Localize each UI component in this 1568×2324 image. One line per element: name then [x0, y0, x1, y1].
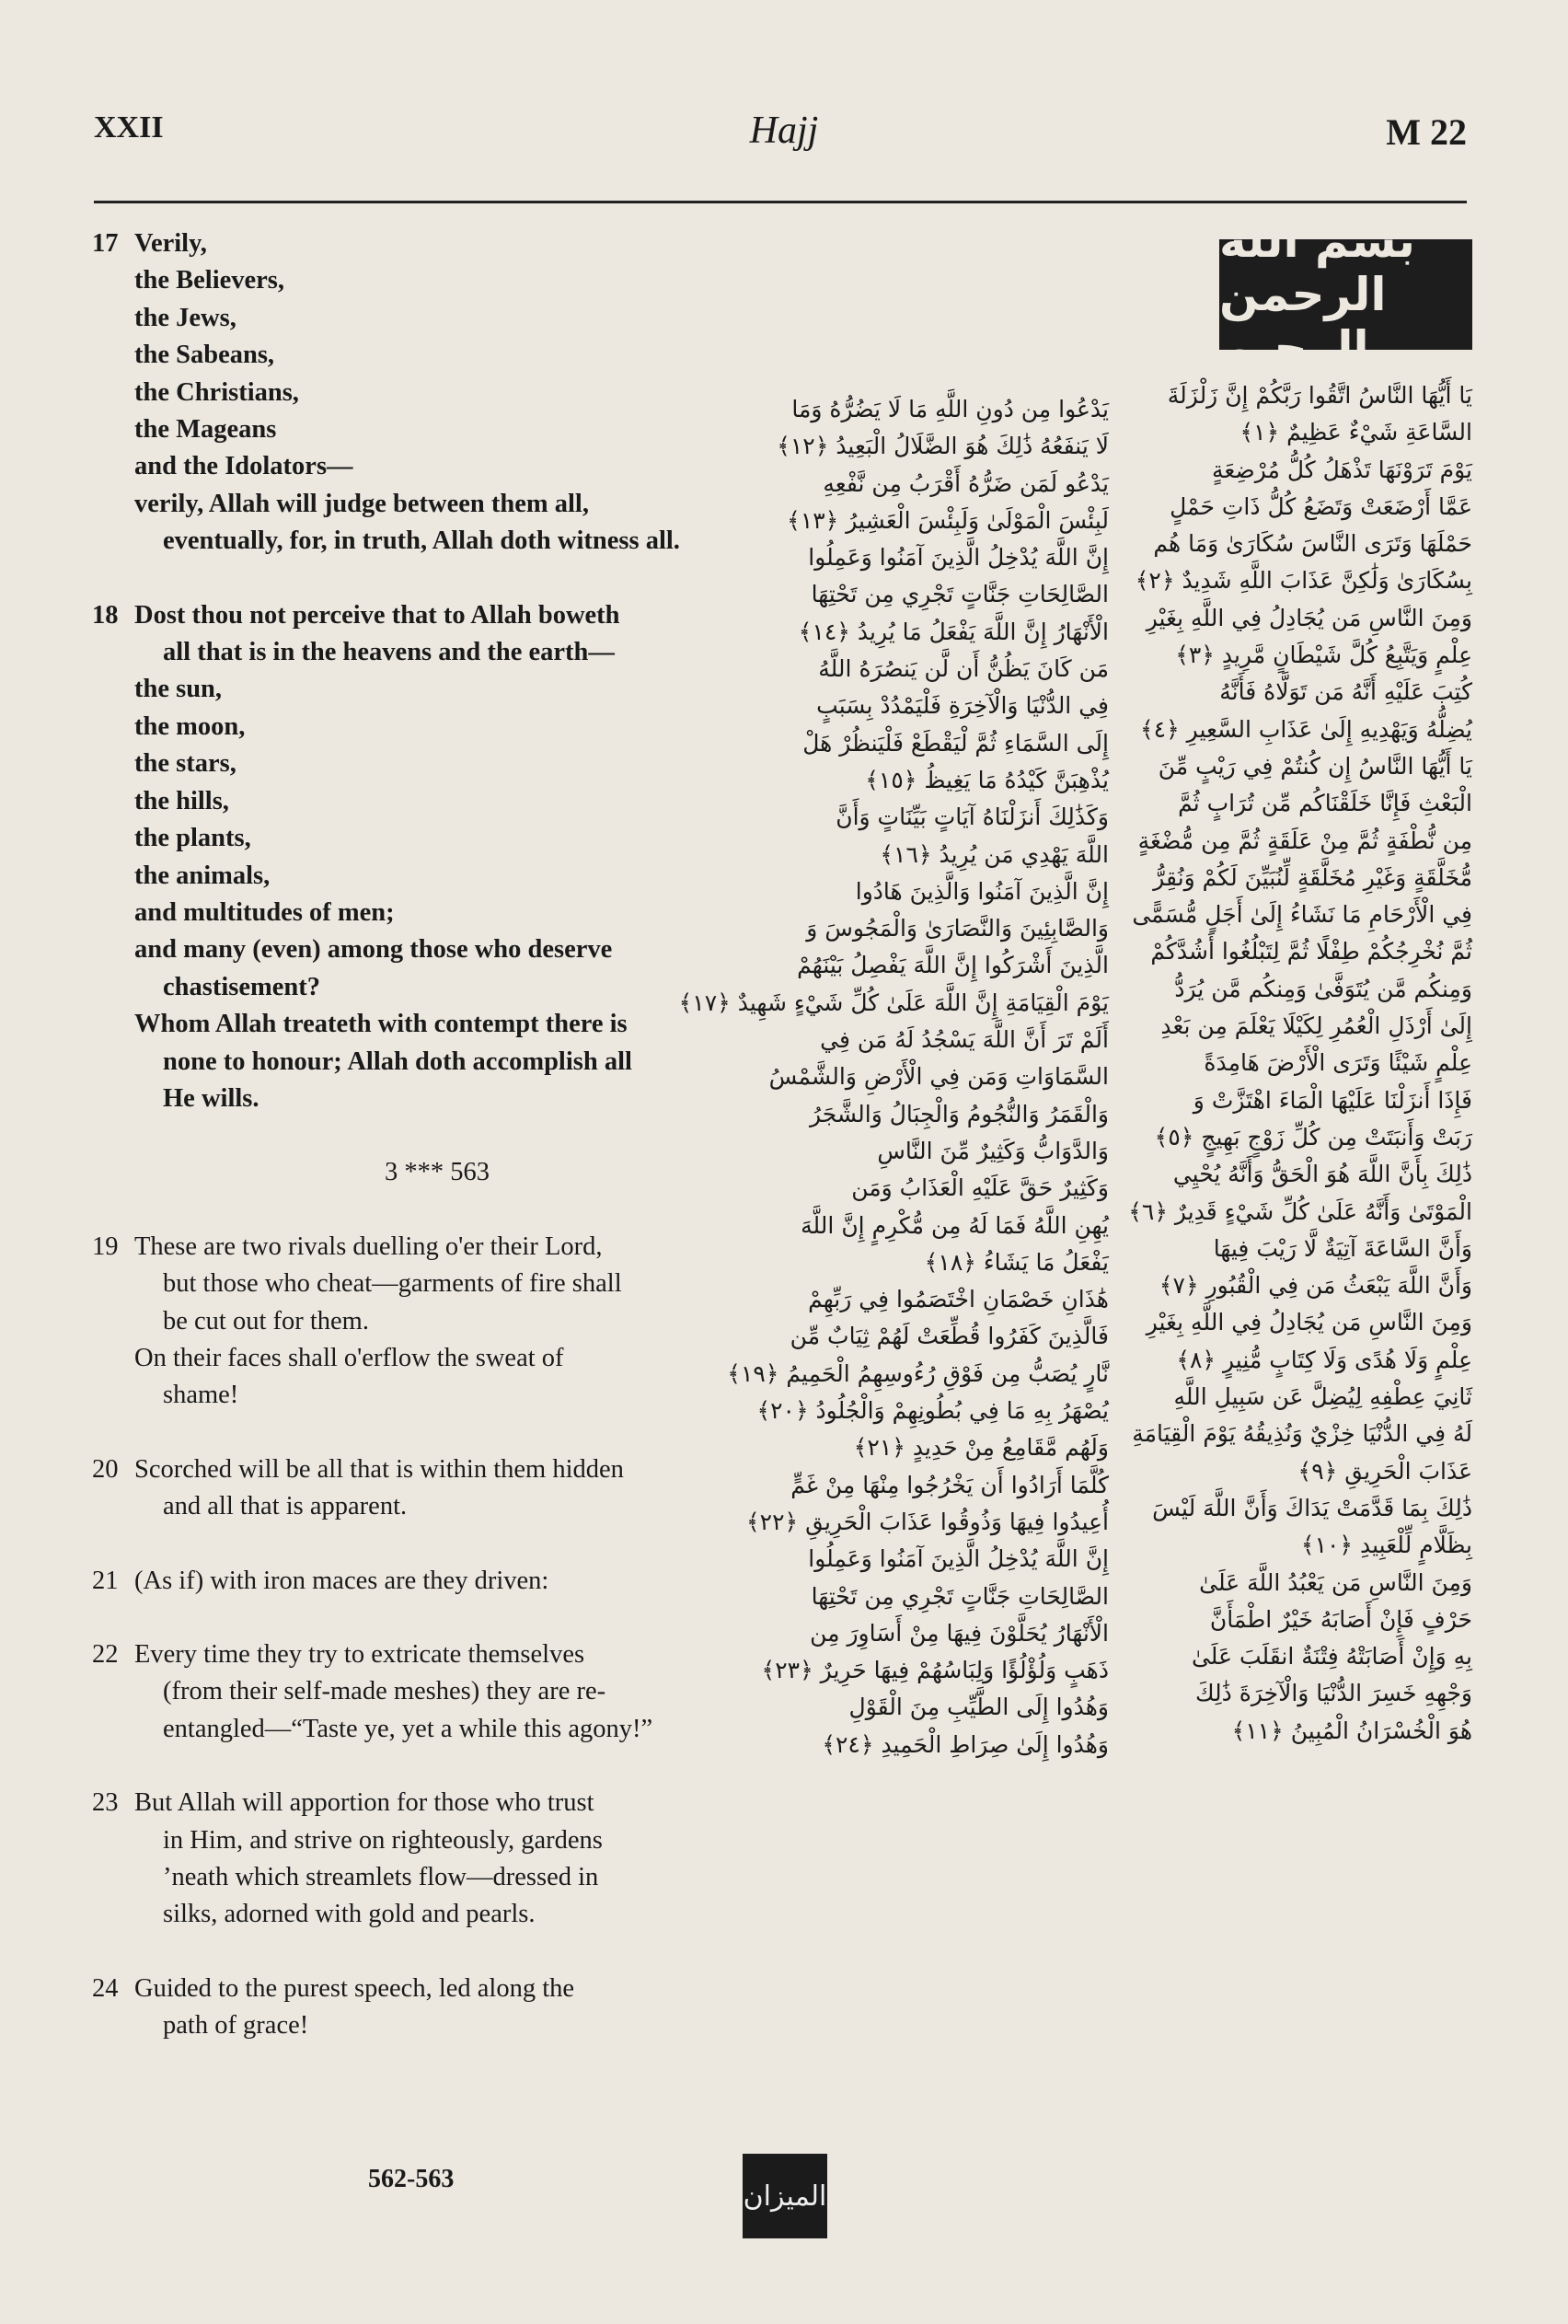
arabic-line: وَمِنَ النَّاسِ مَن يُجَادِلُ فِي اللَّهِ بِغَيْرِ	[1146, 604, 1472, 631]
arabic-line: إِنَّ اللَّهَ يُدْخِلُ الَّذِينَ آمَنُوا وَعَمِلُوا	[808, 544, 1109, 572]
arabic-line: السَّاعَةِ شَيْءٌ عَظِيمٌ ﴿١﴾	[1239, 419, 1472, 446]
verse-line: eventually, for, in truth, Allah doth witness all.	[163, 526, 680, 556]
arabic-line: وَأَنَّ السَّاعَةَ آتِيَةٌ لَّا رَيْبَ فِيهَا	[1213, 1234, 1472, 1262]
arabic-line: مِن نُّطْفَةٍ ثُمَّ مِنْ عَلَقَةٍ ثُمَّ مِن مُّضْغَةٍ	[1137, 827, 1472, 854]
verse-line: the Sabeans,	[134, 341, 275, 370]
arabic-line: فَالَّذِينَ كَفَرُوا قُطِّعَتْ لَهُمْ ثِيَابٌ مِّن	[790, 1323, 1109, 1350]
verse-gap	[92, 1117, 745, 1154]
arabic-line: يُهِنِ اللَّهُ فَمَا لَهُ مِن مُّكْرِمٍ إِنَّ اللَّهَ	[801, 1211, 1109, 1239]
verse-line: the plants,	[134, 824, 251, 853]
arabic-line: يَوْمَ الْقِيَامَةِ إِنَّ اللَّهَ عَلَىٰ كُلِّ شَيْءٍ شَهِيدٌ ﴿١٧﴾	[678, 989, 1109, 1016]
verse-line: He wills.	[163, 1083, 259, 1113]
verse-line: none to honour; Allah doth accomplish all	[163, 1046, 632, 1076]
verse-line: Guided to the purest speech, led along the	[134, 1973, 575, 2003]
verse-line: but those who cheat—garments of fire shall	[163, 1269, 622, 1299]
arabic-line: مُّخَلَّقَةٍ وَغَيْرِ مُخَلَّقَةٍ لِّنُبَيِّنَ لَكُمْ وَنُقِرُّ	[1153, 863, 1472, 891]
arabic-line: وَمِنَ النَّاسِ مَن يُجَادِلُ فِي اللَّهِ بِغَيْرِ	[1146, 1309, 1472, 1336]
header-surah-title: Hajj	[749, 110, 819, 152]
verse-23	[92, 1785, 745, 1934]
arabic-line: نَّارٍ يُصَبُّ مِن فَوْقِ رُءُوسِهِمُ الْحَمِيمُ ﴿١٩﴾	[727, 1359, 1109, 1387]
footer-logo: الميزان	[743, 2154, 827, 2238]
arabic-line: ثُمَّ نُخْرِجُكُمْ طِفْلًا ثُمَّ لِتَبْلُغُوا أَشُدَّكُمْ	[1150, 938, 1472, 965]
arabic-line: وَهُدُوا إِلَىٰ صِرَاطِ الْحَمِيدِ ﴿٢٤﴾	[822, 1730, 1109, 1758]
verse-line: path of grace!	[163, 2011, 309, 2041]
verse-line: the animals,	[134, 861, 271, 890]
verse-line: On their faces shall o'erflow the sweat of	[134, 1343, 564, 1372]
arabic-line: بِظَلَّامٍ لِّلْعَبِيدِ ﴿١٠﴾	[1300, 1532, 1472, 1559]
verse-line: and the Idolators—	[134, 452, 353, 481]
verse-gap	[92, 561, 745, 597]
arabic-line: فِي الدُّنْيَا وَالْآخِرَةِ فَلْيَمْدُدْ بِسَبَبٍ	[816, 692, 1109, 720]
section-marker: 3 *** 563	[385, 1158, 490, 1187]
verse-line: the Jews,	[134, 303, 236, 332]
arabic-line: الصَّالِحَاتِ جَنَّاتٍ تَجْرِي مِن تَحْتِهَا	[811, 1582, 1109, 1610]
verse-line: be cut out for them.	[163, 1306, 369, 1335]
verse-line: Whom Allah treateth with contempt there is	[134, 1010, 628, 1039]
verse-line: and many (even) among those who deserve	[134, 935, 613, 965]
verse-number: 18	[92, 600, 119, 630]
arabic-line: حَمْلَهَا وَتَرَى النَّاسَ سُكَارَىٰ وَمَا هُم	[1153, 530, 1472, 558]
verse-line: entangled—“Taste ye, yet a while this agony!”	[163, 1714, 653, 1743]
verse-line: Every time they try to extricate themselves	[134, 1640, 585, 1669]
verse-20	[92, 1451, 745, 1526]
verse-line: (As if) with iron maces are they driven:	[134, 1566, 549, 1595]
arabic-line: وَالْقَمَرُ وَالنُّجُومُ وَالْجِبَالُ وَالشَّجَرُ	[809, 1100, 1109, 1127]
verse-gap	[92, 1526, 745, 1563]
verse-21	[92, 1563, 745, 1600]
verse-line: all that is in the heavens and the earth—	[163, 638, 615, 667]
verse-line: the Christians,	[134, 377, 299, 407]
verse-line: and multitudes of men;	[134, 897, 395, 927]
verse-gap	[92, 1192, 745, 1229]
verse-line: and all that is apparent.	[163, 1492, 408, 1521]
arabic-line: الْأَنْهَارُ يُحَلَّوْنَ فِيهَا مِنْ أَسَاوِرَ مِن	[810, 1619, 1109, 1647]
arabic-line: وَجْهِهِ خَسِرَ الدُّنْيَا وَالْآخِرَةَ ذَٰلِكَ	[1194, 1680, 1472, 1707]
arabic-line: وَأَنَّ اللَّهَ يَبْعَثُ مَن فِي الْقُبُورِ ﴿٧﴾	[1159, 1272, 1472, 1300]
arabic-line: الْبَعْثِ فَإِنَّا خَلَقْنَاكُم مِّن تُرَابٍ ثُمَّ	[1178, 790, 1472, 817]
verse-line: Dost thou not perceive that to Allah boweth	[134, 600, 620, 630]
verse-line: (from their self-made meshes) they are re-	[163, 1677, 606, 1706]
arabic-line: كُتِبَ عَلَيْهِ أَنَّهُ مَن تَوَلَّاهُ فَأَنَّهُ	[1219, 678, 1472, 706]
verse-line: silks, adorned with gold and pearls.	[163, 1900, 536, 1929]
arabic-line: فِي الْأَرْحَامِ مَا نَشَاءُ إِلَىٰ أَجَلٍ مُّسَمًّى	[1132, 901, 1472, 929]
arabic-line: وَالدَّوَابُّ وَكَثِيرٌ مِّنَ النَّاسِ	[877, 1137, 1109, 1164]
arabic-line: الصَّالِحَاتِ جَنَّاتٍ تَجْرِي مِن تَحْتِهَا	[811, 581, 1109, 608]
verse-line: But Allah will apportion for those who trust	[134, 1788, 594, 1818]
verse-line: Scorched will be all that is within them hidden	[134, 1454, 624, 1484]
verse-22	[92, 1636, 745, 1748]
arabic-line: أُعِيدُوا فِيهَا وَذُوقُوا عَذَابَ الْحَرِيقِ ﴿٢٢﴾	[746, 1508, 1109, 1535]
verse-line: shame!	[163, 1381, 239, 1410]
arabic-line: ذَٰلِكَ بِمَا قَدَّمَتْ يَدَاكَ وَأَنَّ اللَّهَ لَيْسَ	[1152, 1494, 1472, 1521]
arabic-line: بِهِ وَإِنْ أَصَابَتْهُ فِتْنَةٌ انقَلَبَ عَلَىٰ	[1191, 1643, 1472, 1671]
arabic-line: بِسُكَارَىٰ وَلَٰكِنَّ عَذَابَ اللَّهِ شَدِيدٌ ﴿٢﴾	[1135, 567, 1472, 595]
arabic-line: اللَّهَ يَهْدِي مَن يُرِيدُ ﴿١٦﴾	[880, 840, 1109, 868]
header-chapter-number: XXII	[94, 110, 164, 145]
arabic-line: يَا أَيُّهَا النَّاسُ إِن كُنتُمْ فِي رَيْبٍ مِّنَ	[1158, 752, 1472, 780]
arabic-line: يُضِلُّهُ وَيَهْدِيهِ إِلَىٰ عَذَابِ السَّعِيرِ ﴿٤﴾	[1139, 715, 1472, 743]
english-translation	[92, 225, 745, 2045]
arabic-line: هَٰذَانِ خَصْمَانِ اخْتَصَمُوا فِي رَبِّهِمْ	[808, 1286, 1109, 1313]
arabic-line: وَكَثِيرٌ حَقَّ عَلَيْهِ الْعَذَابُ وَمَن	[851, 1174, 1109, 1202]
arabic-line: أَلَمْ تَرَ أَنَّ اللَّهَ يَسْجُدُ لَهُ مَن فِي	[820, 1026, 1109, 1054]
verse-19	[92, 1229, 745, 1415]
bismillah-calligraphy: بسم الله الرحمن الرحيم	[1219, 239, 1472, 350]
arabic-line: وَمِنكُم مَّن يُتَوَفَّىٰ وَمِنكُم مَّن يُرَدُّ	[1174, 975, 1472, 1002]
arabic-line: وَالصَّابِئِينَ وَالنَّصَارَىٰ وَالْمَجُوسَ وَ	[806, 915, 1109, 942]
verse-17	[92, 225, 745, 561]
verse-gap	[92, 1934, 745, 1971]
header-rule	[94, 201, 1467, 203]
arabic-line: لَهُ فِي الدُّنْيَا خِزْيٌ وَنُذِيقُهُ يَوْمَ الْقِيَامَةِ	[1132, 1420, 1472, 1448]
verse-line: the hills,	[134, 786, 229, 815]
verse-gap	[92, 1415, 745, 1451]
arabic-line: كُلَّمَا أَرَادُوا أَن يَخْرُجُوا مِنْهَا مِنْ غَمٍّ	[790, 1471, 1109, 1498]
arabic-line: ذَٰلِكَ بِأَنَّ اللَّهَ هُوَ الْحَقُّ وَأَنَّهُ يُحْيِي	[1172, 1161, 1472, 1188]
footer-page-range: 562-563	[368, 2165, 455, 2193]
arabic-line: مَن كَانَ يَظُنُّ أَن لَّن يَنصُرَهُ اللَّهُ	[818, 655, 1109, 683]
verse-18	[92, 597, 745, 1118]
arabic-line: وَمِنَ النَّاسِ مَن يَعْبُدُ اللَّهَ عَلَىٰ	[1199, 1568, 1472, 1596]
arabic-line: الْمَوْتَىٰ وَأَنَّهُ عَلَىٰ كُلِّ شَيْءٍ قَدِيرٌ ﴿٦﴾	[1128, 1197, 1472, 1225]
verse-number: 24	[92, 1973, 119, 2003]
header-manzil-number: M 22	[1386, 111, 1467, 153]
arabic-line: حَرْفٍ فَإِنْ أَصَابَهُ خَيْرٌ اطْمَأَنَّ	[1209, 1605, 1472, 1633]
verse-line: ’neath which streamlets flow—dressed in	[163, 1863, 599, 1892]
arabic-line: عَمَّا أَرْضَعَتْ وَتَضَعُ كُلُّ ذَاتِ حَمْلٍ	[1170, 492, 1472, 520]
arabic-line: السَّمَاوَاتِ وَمَن فِي الْأَرْضِ وَالشَّمْسُ	[768, 1063, 1109, 1091]
arabic-line: لَبِئْسَ الْمَوْلَىٰ وَلَبِئْسَ الْعَشِيرُ ﴿١٣﴾	[787, 506, 1109, 534]
verse-line: the moon,	[134, 711, 246, 741]
arabic-line: يُصْهَرُ بِهِ مَا فِي بُطُونِهِمْ وَالْجُلُودُ ﴿٢٠﴾	[756, 1397, 1109, 1425]
verse-number: 17	[92, 229, 119, 258]
verse-24	[92, 1971, 745, 2045]
verse-line: chastisement?	[163, 972, 320, 1001]
arabic-line: عِلْمٍ شَيْئًا وَتَرَى الْأَرْضَ هَامِدَةً	[1204, 1049, 1472, 1077]
arabic-line: يَدْعُو لَمَن ضَرُّهُ أَقْرَبُ مِن نَّفْعِهِ	[823, 469, 1109, 497]
arabic-line: يَدْعُوا مِن دُونِ اللَّهِ مَا لَا يَضُرُّهُ وَمَا	[791, 396, 1109, 422]
arabic-line: عِلْمٍ وَيَتَّبِعُ كُلَّ شَيْطَانٍ مَّرِيدٍ ﴿٣﴾	[1175, 642, 1472, 669]
arabic-line: يَا أَيُّهَا النَّاسُ اتَّقُوا رَبَّكُمْ إِنَّ زَلْزَلَةَ	[1167, 382, 1472, 409]
arabic-line: فَإِذَا أَنزَلْنَا عَلَيْهَا الْمَاءَ اهْتَزَّتْ وَ	[1193, 1086, 1472, 1114]
arabic-line: عَذَابَ الْحَرِيقِ ﴿٩﴾	[1297, 1457, 1472, 1485]
arabic-line: إِنَّ الَّذِينَ آمَنُوا وَالَّذِينَ هَادُوا	[855, 877, 1109, 905]
arabic-column-middle	[678, 391, 1109, 1763]
arabic-line: الَّذِينَ أَشْرَكُوا إِنَّ اللَّهَ يَفْصِلُ بَيْنَهُمْ	[797, 952, 1109, 979]
verse-line: the Believers,	[134, 266, 285, 295]
verse-number: 19	[92, 1231, 119, 1261]
arabic-column-right	[1128, 377, 1472, 1750]
verse-line: Verily,	[134, 229, 207, 258]
arabic-line: إِلَى السَّمَاءِ ثُمَّ لْيَقْطَعْ فَلْيَنظُرْ هَلْ	[802, 729, 1109, 757]
arabic-line: يُذْهِبَنَّ كَيْدُهُ مَا يَغِيظُ ﴿١٥﴾	[865, 766, 1109, 793]
verse-number: 21	[92, 1566, 119, 1595]
arabic-line: وَهُدُوا إِلَى الطَّيِّبِ مِنَ الْقَوْلِ	[848, 1694, 1109, 1721]
verse-number: 22	[92, 1640, 119, 1669]
arabic-line: إِلَىٰ أَرْذَلِ الْعُمُرِ لِكَيْلَا يَعْلَمَ مِن بَعْدِ	[1160, 1012, 1472, 1040]
arabic-line: لَا يَنفَعُهُ ذَٰلِكَ هُوَ الضَّلَالُ الْبَعِيدُ ﴿١٢﴾	[777, 433, 1109, 460]
verse-gap	[92, 1600, 745, 1636]
arabic-line: يَوْمَ تَرَوْنَهَا تَذْهَلُ كُلُّ مُرْضِعَةٍ	[1212, 456, 1472, 483]
arabic-line: رَبَتْ وَأَنبَتَتْ مِن كُلِّ زَوْجٍ بَهِيجٍ ﴿٥﴾	[1154, 1123, 1472, 1150]
arabic-line: ذَهَبٍ وَلُؤْلُؤًا وَلِبَاسُهُمْ فِيهَا حَرِيرٌ ﴿٢٣﴾	[761, 1657, 1109, 1684]
arabic-line: إِنَّ اللَّهَ يُدْخِلُ الَّذِينَ آمَنُوا وَعَمِلُوا	[808, 1545, 1109, 1573]
arabic-line: الْأَنْهَارُ إِنَّ اللَّهَ يَفْعَلُ مَا يُرِيدُ ﴿١٤﴾	[798, 618, 1109, 645]
verse-line: the sun,	[134, 675, 223, 704]
verse-line: verily, Allah will judge between them all,	[134, 489, 589, 518]
arabic-line: وَكَذَٰلِكَ أَنزَلْنَاهُ آيَاتٍ بَيِّنَاتٍ وَأَنَّ	[836, 804, 1109, 831]
verse-line: the stars,	[134, 749, 236, 779]
verse-line: in Him, and strive on righteously, gardens	[163, 1825, 603, 1855]
arabic-line: وَلَهُم مَّقَامِعُ مِنْ حَدِيدٍ ﴿٢١﴾	[853, 1434, 1109, 1462]
verse-number: 23	[92, 1788, 119, 1818]
verse-line: the Mageans	[134, 415, 277, 445]
arabic-line: هُوَ الْخُسْرَانُ الْمُبِينُ ﴿١١﴾	[1231, 1717, 1472, 1744]
verse-line: These are two rivals duelling o'er their Lord,	[134, 1231, 603, 1261]
verse-number: 20	[92, 1454, 119, 1484]
verse-gap	[92, 1748, 745, 1785]
arabic-line: يَفْعَلُ مَا يَشَاءُ ﴿١٨﴾	[924, 1248, 1109, 1276]
arabic-line: ثَانِيَ عِطْفِهِ لِيُضِلَّ عَن سَبِيلِ اللَّهِ	[1173, 1383, 1472, 1411]
arabic-line: عِلْمٍ وَلَا هُدًى وَلَا كِتَابٍ مُّنِيرٍ ﴿٨﴾	[1176, 1346, 1472, 1373]
